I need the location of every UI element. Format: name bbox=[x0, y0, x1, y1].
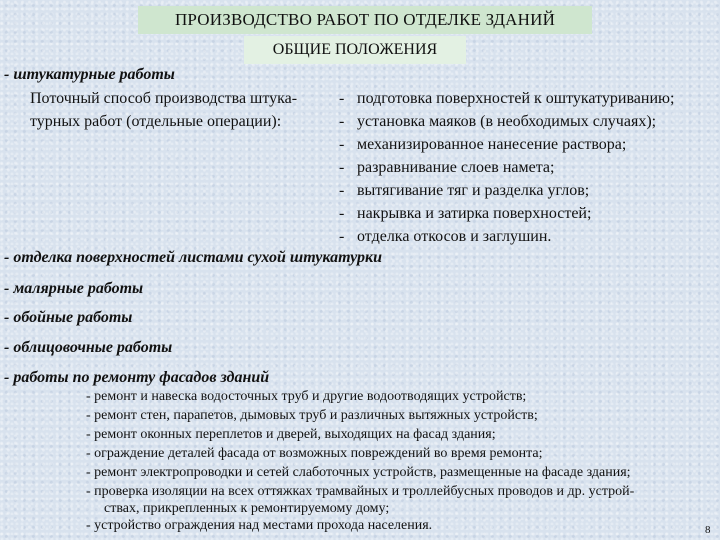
list-dash: - bbox=[339, 228, 345, 245]
plaster-method-line-1: Поточный способ производства штука- bbox=[30, 90, 298, 107]
plaster-method-line-2: турных работ (отдельные операции): bbox=[30, 113, 282, 130]
list-item: вытягивание тяг и разделка углов; bbox=[357, 182, 590, 199]
list-dash: - bbox=[339, 90, 345, 107]
section-facade: - работы по ремонту фасадов зданий bbox=[4, 369, 270, 386]
list-item: механизированное нанесение раствора; bbox=[357, 136, 627, 153]
list-item: накрывка и затирка поверхностей; bbox=[357, 205, 592, 222]
list-item: отделка откосов и заглушин. bbox=[357, 228, 552, 245]
list-item: - устройство ограждения над местами прохода населения. bbox=[86, 518, 433, 533]
list-item: - ремонт стен, парапетов, дымовых труб и различных вытяжных устройств; bbox=[86, 408, 538, 423]
section-painting: - малярные работы bbox=[4, 280, 144, 297]
list-item: - ремонт и навеска водосточных труб и другие водоотводящих устройств; bbox=[86, 389, 527, 404]
list-dash: - bbox=[339, 205, 345, 222]
list-dash: - bbox=[339, 182, 345, 199]
section-plaster: - штукатурные работы bbox=[4, 66, 175, 83]
list-dash: - bbox=[339, 136, 345, 153]
page-title: ПРОИЗВОДСТВО РАБОТ ПО ОТДЕЛКЕ ЗДАНИЙ bbox=[138, 6, 592, 34]
page-subtitle: ОБЩИЕ ПОЛОЖЕНИЯ bbox=[244, 36, 466, 64]
list-item: - ограждение деталей фасада от возможных повреждений во время ремонта; bbox=[86, 446, 543, 461]
page-number: 8 bbox=[705, 524, 711, 536]
list-item: разравнивание слоев намета; bbox=[357, 159, 555, 176]
list-dash: - bbox=[339, 113, 345, 130]
list-item: установка маяков (в необходимых случаях); bbox=[357, 113, 657, 130]
list-item: подготовка поверхностей к оштукатуриванию; bbox=[357, 90, 675, 107]
section-wallpaper: - обойные работы bbox=[4, 309, 133, 326]
list-item: - проверка изоляции на всех оттяжках трамвайных и троллейбусных проводов и др. устрой- bbox=[86, 484, 635, 499]
list-dash: - bbox=[339, 159, 345, 176]
list-item: ствах, прикрепленных к ремонтируемому дому; bbox=[104, 501, 390, 516]
section-dry-plaster: - отделка поверхностей листами сухой штукатурки bbox=[4, 249, 383, 266]
list-item: - ремонт электропроводки и сетей слаботочных устройств, размещенные на фасаде здания; bbox=[86, 465, 631, 480]
section-cladding: - облицовочные работы bbox=[4, 339, 173, 356]
list-item: - ремонт оконных переплетов и дверей, выходящих на фасад здания; bbox=[86, 427, 496, 442]
